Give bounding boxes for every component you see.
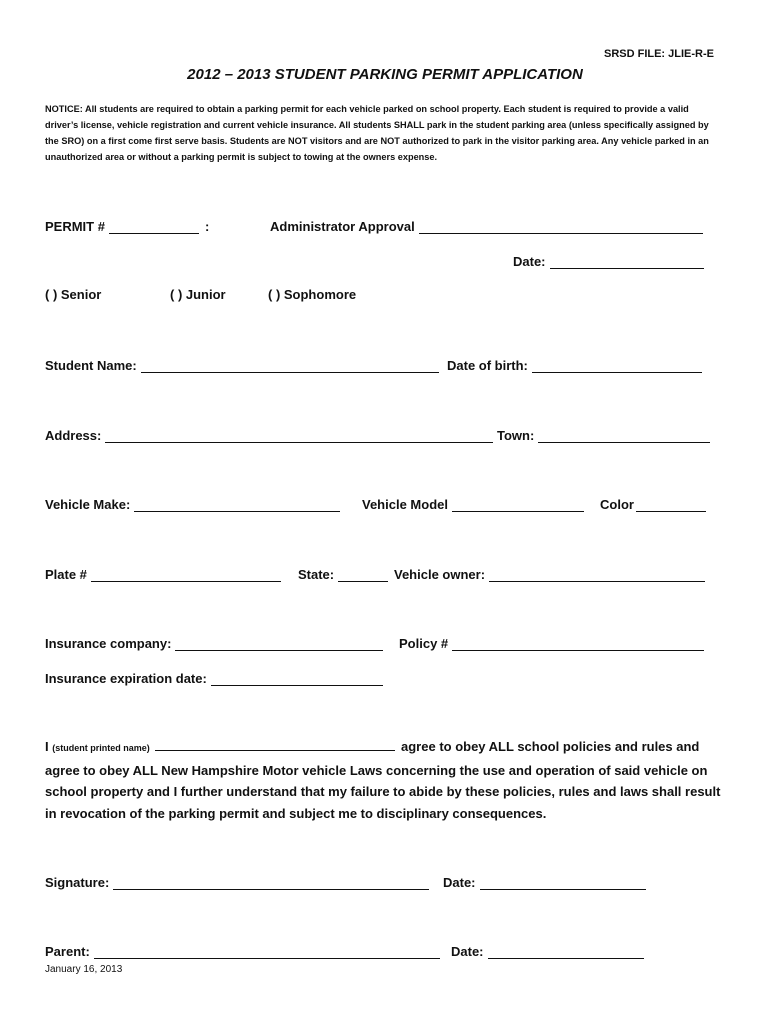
vehicle-make-label: Vehicle Make:	[45, 497, 131, 512]
vehicle-owner-label: Vehicle owner:	[394, 567, 486, 582]
policy-number-line[interactable]	[452, 636, 704, 651]
vehicle-owner-line[interactable]	[489, 567, 705, 582]
policy-number-field	[399, 633, 704, 651]
insurance-company-label: Insurance company:	[45, 636, 172, 651]
date-of-birth-field	[447, 355, 702, 373]
signature-date-label: Date:	[443, 875, 476, 890]
grade-option-senior[interactable]: ( ) Senior	[45, 287, 102, 302]
color-label: Color	[600, 497, 634, 512]
parent-date-line[interactable]	[488, 944, 644, 959]
vehicle-owner-field	[394, 564, 705, 582]
administrator-approval-field	[270, 216, 703, 234]
insurance-company-line[interactable]	[175, 636, 383, 651]
permit-label: PERMIT #	[45, 219, 105, 234]
student-name-label: Student Name:	[45, 358, 137, 373]
administrator-approval-line[interactable]	[419, 219, 703, 234]
notice-paragraph: NOTICE: All students are required to obtain a parking permit for each vehicle parked on school property. Each student is required to provide a valid driver’s license, vehicle registration and current vehicle insurance. All students SHALL park in the student parking area (unless specifically assigned by the SRO) on a first come first serve basis. Students are NOT visitors and are NOT authorized to park in the visitor parking area. Any vehicle parked in an unauthorized area or without a parking permit is subject to towing at the owners expense.	[45, 104, 709, 162]
color-field	[600, 494, 706, 512]
signature-line[interactable]	[113, 875, 429, 890]
student-printed-name-line[interactable]	[155, 738, 395, 751]
vehicle-model-label: Vehicle Model	[362, 497, 448, 512]
state-line[interactable]	[338, 567, 388, 582]
policy-number-label: Policy #	[399, 636, 449, 651]
state-label: State:	[298, 567, 335, 582]
permit-colon: :	[204, 219, 210, 234]
insurance-expiration-line[interactable]	[211, 671, 383, 686]
parent-date-field	[451, 941, 644, 959]
town-line[interactable]	[538, 428, 710, 443]
approval-date-field	[513, 251, 704, 269]
insurance-company-field	[45, 633, 383, 651]
student-name-field	[45, 355, 439, 373]
date-of-birth-label: Date of birth:	[447, 358, 528, 373]
vehicle-make-field	[45, 494, 340, 512]
signature-date-line[interactable]	[480, 875, 646, 890]
approval-date-label: Date:	[513, 254, 546, 269]
plate-label: Plate #	[45, 567, 87, 582]
address-line[interactable]	[105, 428, 493, 443]
signature-date-field	[443, 872, 646, 890]
student-printed-name-label: (student printed name)	[52, 743, 150, 753]
town-field	[497, 425, 710, 443]
insurance-expiration-field	[45, 668, 383, 686]
town-label: Town:	[497, 428, 535, 443]
state-field	[298, 564, 388, 582]
file-reference: SRSD FILE: JLIE-R-E	[603, 48, 714, 60]
signature-label: Signature:	[45, 875, 110, 890]
plate-field	[45, 564, 281, 582]
grade-option-sophomore[interactable]: ( ) Sophomore	[268, 287, 357, 302]
permit-number-line[interactable]	[109, 219, 199, 234]
footer-date: January 16, 2013	[45, 964, 123, 975]
permit-field	[45, 216, 209, 234]
student-name-line[interactable]	[141, 358, 439, 373]
color-line[interactable]	[636, 497, 706, 512]
administrator-approval-label: Administrator Approval	[270, 219, 415, 234]
parent-signature-label: Parent:	[45, 944, 90, 959]
agreement-paragraph	[45, 736, 725, 824]
vehicle-make-line[interactable]	[134, 497, 340, 512]
address-field	[45, 425, 493, 443]
grade-option-junior[interactable]: ( ) Junior	[170, 287, 226, 302]
insurance-expiration-label: Insurance expiration date:	[45, 671, 207, 686]
date-of-birth-line[interactable]	[532, 358, 702, 373]
parent-signature-line[interactable]	[94, 944, 440, 959]
parent-signature-field	[45, 941, 440, 959]
plate-line[interactable]	[91, 567, 281, 582]
approval-date-line[interactable]	[550, 254, 704, 269]
vehicle-model-line[interactable]	[452, 497, 584, 512]
agreement-prefix: I	[45, 739, 49, 754]
vehicle-model-field	[362, 494, 584, 512]
signature-field	[45, 872, 429, 890]
agreement-text: agree to obey ALL school policies and rules and agree to obey ALL New Hampshire Motor vehicle Laws concerning the use and operation of said vehicle on school property and I further understand that my failure to abide by these policies, rules and laws shall result in revocation of the parking permit and subject me to disciplinary consequences.	[45, 739, 721, 821]
parent-date-label: Date:	[451, 944, 484, 959]
document-title: 2012 – 2013 STUDENT PARKING PERMIT APPLICATION	[187, 66, 583, 83]
address-label: Address:	[45, 428, 102, 443]
